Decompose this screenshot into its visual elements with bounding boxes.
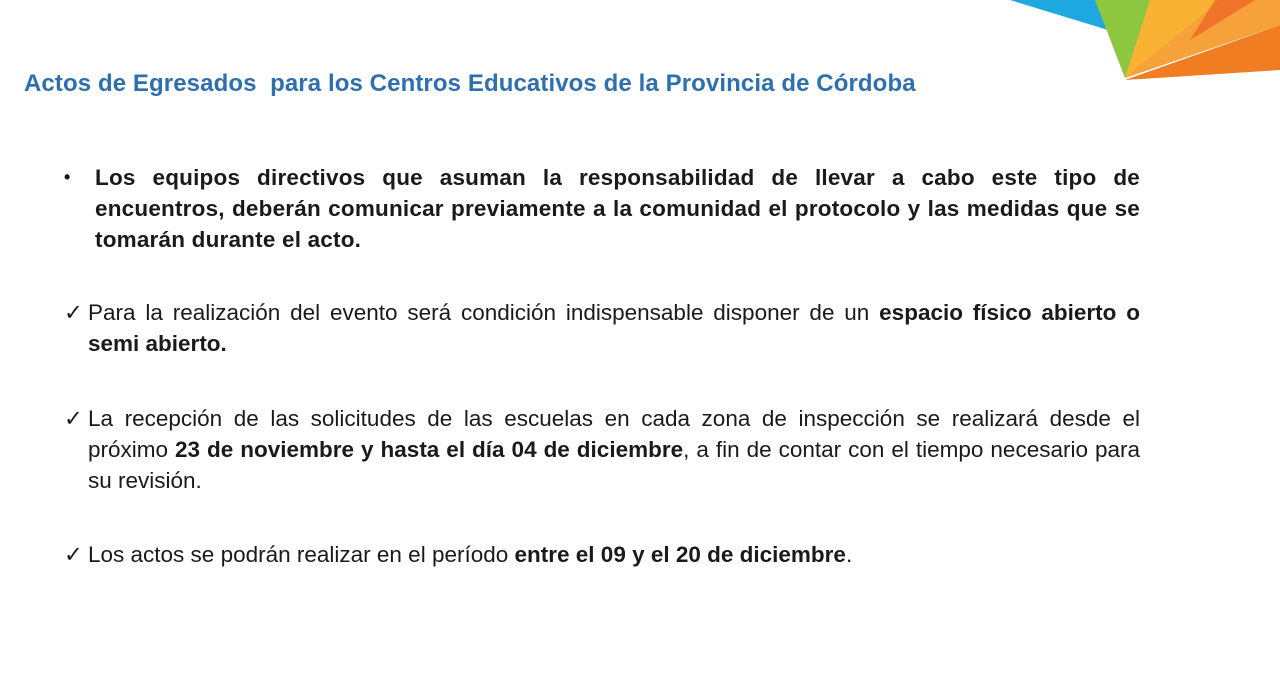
slide-title: Actos de Egresados para los Centros Educativos de la Provincia de Córdoba (24, 70, 916, 97)
list-item (60, 297, 1140, 359)
item-text-regular: Los actos se podrán realizar en el período (88, 542, 515, 567)
corner-shape-blue (1010, 0, 1108, 30)
checkmark-icon: ✓ (64, 406, 83, 431)
decorative-corner-graphic (1000, 0, 1280, 90)
list-item (60, 403, 1140, 496)
item-text-bold: espacio físico abierto o semi abierto. (88, 300, 1140, 356)
item-text (88, 539, 1140, 570)
item-text (88, 403, 1140, 496)
checkmark-icon: ✓ (64, 300, 83, 325)
checkmark-icon: ✓ (64, 542, 83, 567)
item-text-regular: , a fin de contar con el tiempo necesario para su revisión. (88, 437, 1140, 493)
list-item (60, 539, 1140, 570)
item-text (88, 297, 1140, 359)
bullet-icon: • (64, 167, 71, 187)
item-text-bold: 23 de noviembre y hasta el día 04 de diciembre (175, 437, 684, 462)
item-text-regular: Para la realización del evento será condición indispensable disponer de un (88, 300, 880, 325)
list-item (60, 162, 1140, 255)
item-text: Los equipos directivos que asuman la responsabilidad de llevar a cabo este tipo de encuentros, deberán comunicar previamente a la comunidad el protocolo y las medidas que se tomarán durante el acto. (95, 165, 1140, 252)
item-text-bold: entre el 09 y el 20 de diciembre (514, 542, 846, 567)
item-text-regular: . (845, 542, 853, 567)
item-text-regular: La recepción de las solicitudes de las escuelas en cada zona de inspección se realizará desde el próximo (88, 406, 1140, 462)
